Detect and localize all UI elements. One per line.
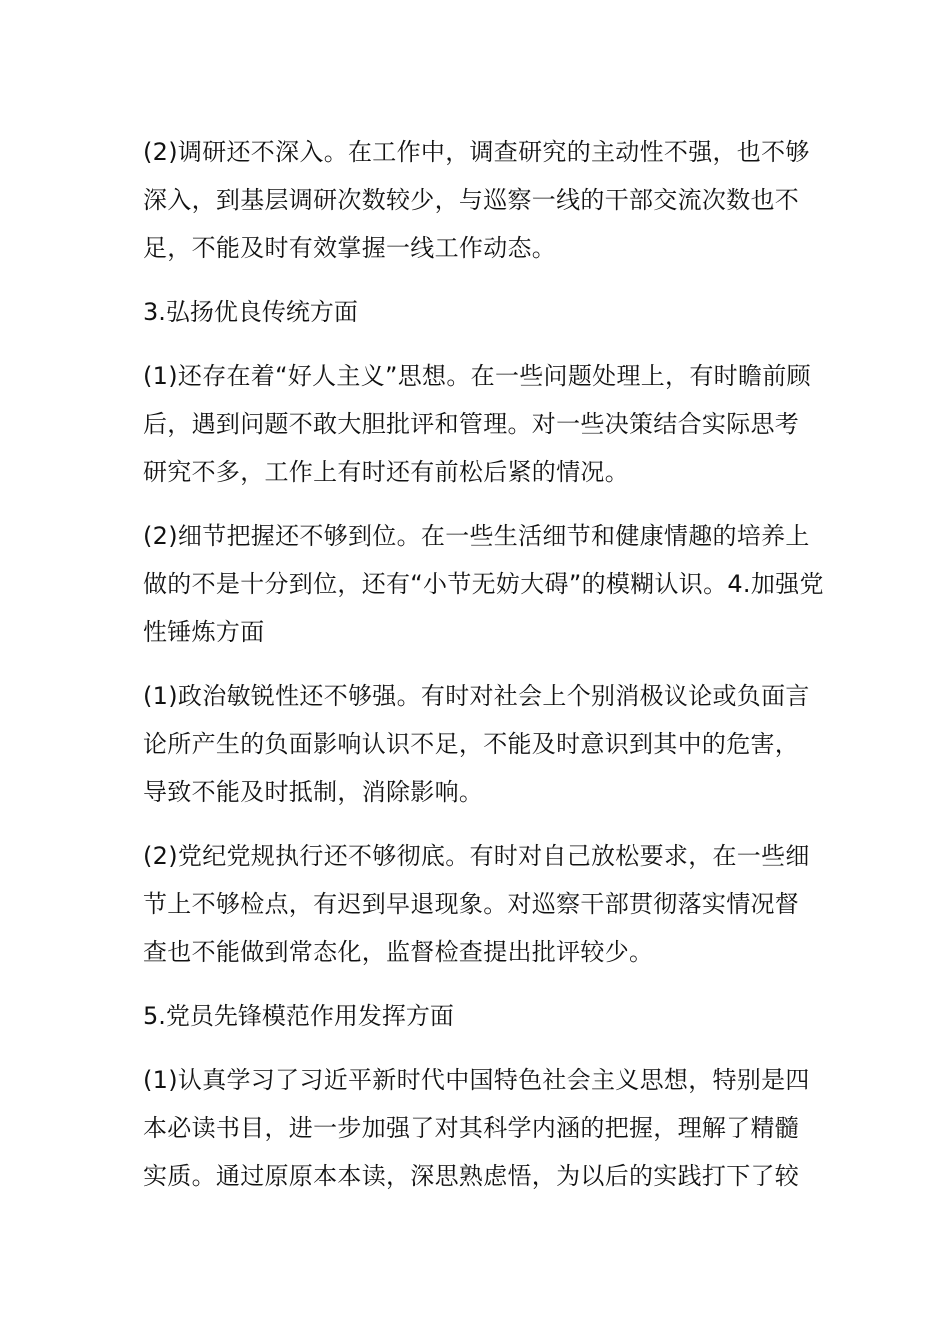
text-line: 本必读书目，进一步加强了对其科学内涵的把握，理解了精髓 [143, 1114, 800, 1142]
text-line: (2)调研还不深入。在工作中，调查研究的主动性不强，也不够 [143, 138, 810, 166]
section-heading-3 [143, 288, 808, 336]
paragraph-party-discipline [143, 832, 808, 976]
text-line: (2)细节把握还不够到位。在一些生活细节和健康情趣的培养上 [143, 522, 810, 550]
text-line: 后，遇到问题不敢大胆批评和管理。对一些决策结合实际思考 [143, 410, 800, 438]
document-body [143, 128, 824, 1216]
paragraph-research [143, 128, 808, 272]
paragraph-study [143, 1056, 808, 1200]
text-line: 性锤炼方面 [143, 618, 265, 646]
text-line: 足，不能及时有效掌握一线工作动态。 [143, 234, 557, 262]
text-line: 论所产生的负面影响认识不足，不能及时意识到其中的危害， [143, 730, 800, 758]
section-heading-5 [143, 992, 808, 1040]
paragraph-details [143, 512, 824, 656]
heading-text: 5.党员先锋模范作用发挥方面 [143, 1002, 454, 1030]
text-line: 查也不能做到常态化，监督检查提出批评较少。 [143, 938, 654, 966]
text-line: (1)政治敏锐性还不够强。有时对社会上个别消极议论或负面言 [143, 682, 810, 710]
text-line: (1)认真学习了习近平新时代中国特色社会主义思想，特别是四 [143, 1066, 810, 1094]
text-line: 做的不是十分到位，还有“小节无妨大碍”的模糊认识。4.加强党 [143, 570, 824, 598]
paragraph-political-sensitivity [143, 672, 808, 816]
text-line: 节上不够检点，有迟到早退现象。对巡察干部贯彻落实情况督 [143, 890, 800, 918]
text-line: 研究不多，工作上有时还有前松后紧的情况。 [143, 458, 629, 486]
text-line: (1)还存在着“好人主义”思想。在一些问题处理上，有时瞻前顾 [143, 362, 811, 390]
text-line: 深入，到基层调研次数较少，与巡察一线的干部交流次数也不 [143, 186, 800, 214]
heading-text: 3.弘扬优良传统方面 [143, 298, 358, 326]
paragraph-good-person [143, 352, 811, 496]
text-line: 导致不能及时抵制，消除影响。 [143, 778, 484, 806]
text-line: 实质。通过原原本本读，深思熟虑悟，为以后的实践打下了较 [143, 1162, 800, 1190]
text-line: (2)党纪党规执行还不够彻底。有时对自己放松要求，在一些细 [143, 842, 810, 870]
